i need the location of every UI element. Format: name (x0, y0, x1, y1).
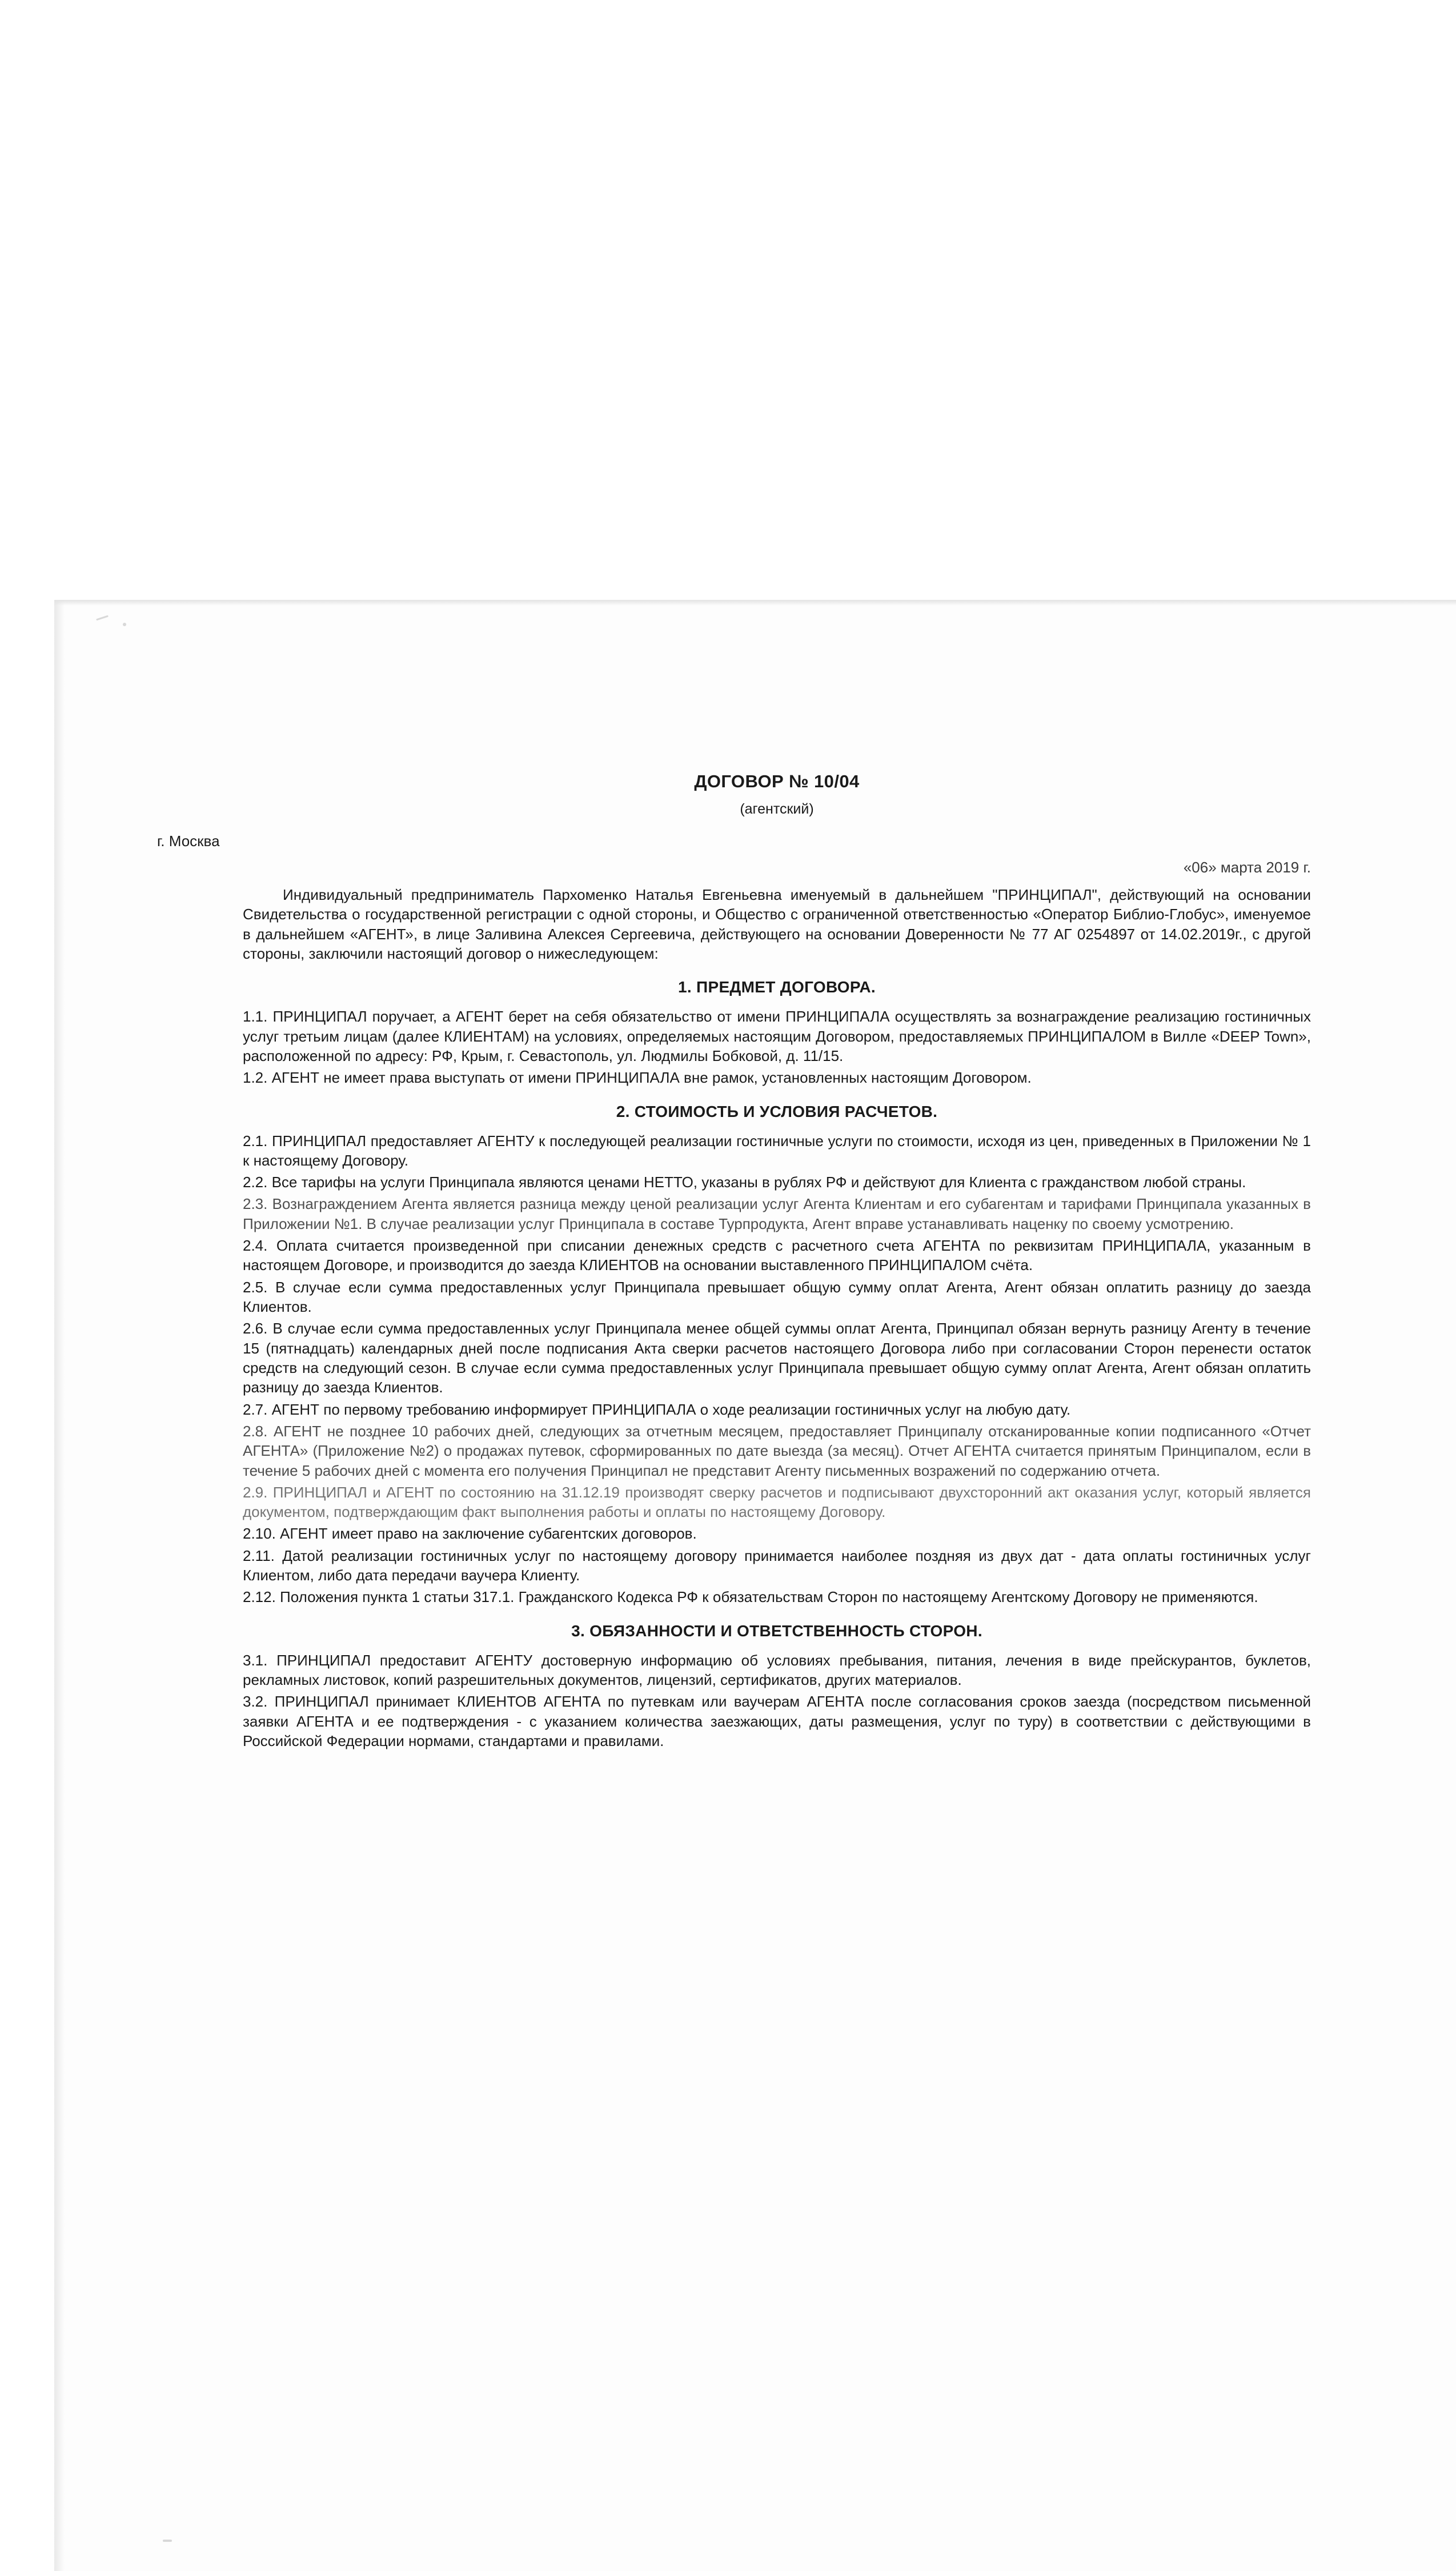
scan-speck (123, 623, 126, 626)
clause-2-5: 2.5. В случае если сумма предоставленных услуг Принципала превышает общую сумму оплат Агента, Агент обязан оплатить разницу до заезда Клиентов. (243, 1278, 1311, 1315)
clause-3-1: 3.1. ПРИНЦИПАЛ предоставит АГЕНТУ достоверную информацию об условиях пребывания, питания, лечения в виде прейскурантов, буклетов, рекламных листовок, копий разрешительных документов, лицензий, сертификатов, других материалов. (243, 1651, 1311, 1688)
scan-speck (163, 2540, 172, 2542)
scanned-document-page (54, 600, 1456, 2571)
clause-1-1: 1.1. ПРИНЦИПАЛ поручает, а АГЕНТ берет на себя обязательство от имени ПРИНЦИПАЛА осуществлять за вознаграждение реализацию гостиничных услуг третьим лицам (далее КЛИЕНТАМ) на условиях, определяемых настоящим Договором, предоставляемых ПРИНЦИПАЛОМ в Вилле «DEEP Town», расположенной по адресу: РФ, Крым, г. Севастополь, ул. Людмилы Бобковой, д. 11/15. (243, 1008, 1311, 1064)
clause-2-3: 2.3. Вознаграждением Агента является разница между ценой реализации услуг Агента Клиентам и его субагентам и тарифами Принципала указанных в Приложении №1. В случае реализации услуг Принципала в составе Турпродукта, Агент вправе устанавливать наценку по своему усмотрению. (243, 1195, 1311, 1232)
clause-2-1: 2.1. ПРИНЦИПАЛ предоставляет АГЕНТУ к последующей реализации гостиничные услуги по стоимости, исходя из цен, приведенных в Приложении № 1 к настоящему Договору. (243, 1132, 1311, 1169)
clause-2-11: 2.11. Датой реализации гостиничных услуг по настоящему договору принимается наиболее поздняя из двух дат - дата оплаты гостиничных услуг Клиентом, либо дата передачи ваучера Клиенту. (243, 1547, 1311, 1584)
document-title: ДОГОВОР № 10/04 (694, 771, 860, 791)
section-heading-1: 1. ПРЕДМЕТ ДОГОВОРА. (678, 978, 876, 996)
clause-2-10: 2.10. АГЕНТ имеет право на заключение субагентских договоров. (243, 1525, 697, 1543)
clause-3-2: 3.2. ПРИНЦИПАЛ принимает КЛИЕНТОВ АГЕНТА по путевкам или ваучерам АГЕНТА после согласования сроков заезда (посредством письменной заявки АГЕНТА и ее подтверждения - с указанием количества заезжающих, даты размещения, услуг по туру) в соответствии с действующими в Российской Федерации нормами, стандартами и правилами. (243, 1693, 1311, 1749)
scan-speck (96, 615, 109, 621)
clause-2-8: 2.8. АГЕНТ не позднее 10 рабочих дней, следующих за отчетным месяцем, предоставляет Принципалу отсканированные копии подписанного «Отчет АГЕНТА» (Приложение №2) о продажах путевок, сформированных по дате выезда (за месяц). Отчет АГЕНТА считается принятым Принципалом, если в течение 5 рабочих дней с момента его получения Принципал не представит Агенту письменных возражений по содержанию отчета. (243, 1422, 1311, 1479)
clause-2-2: 2.2. Все тарифы на услуги Принципала являются ценами НЕТТО, указаны в рублях РФ и действуют для Клиента с гражданством любой страны. (243, 1174, 1246, 1191)
clause-2-12: 2.12. Положения пункта 1 статьи 317.1. Гражданского Кодекса РФ к обязательствам Сторон по настоящему Агентскому Договору не применяются. (243, 1588, 1258, 1606)
preamble-paragraph: Индивидуальный предприниматель Пархоменко Наталья Евгеньевна именуемый в дальнейшем "ПРИНЦИПАЛ", действующий на основании Свидетельства о государственной регистрации с одной стороны, и Общество с ограниченной ответственностью «Оператор Библио-Глобус», именуемое в дальнейшем «АГЕНТ», в лице Заливина Алексея Сергеевича, действующего на основании Доверенности № 77 АГ 0254897 от 14.02.2019г., с другой стороны, заключили настоящий договор о нижеследующем: (243, 886, 1311, 962)
section-heading-3: 3. ОБЯЗАННОСТИ И ОТВЕТСТВЕННОСТЬ СТОРОН. (571, 1621, 982, 1640)
document-body (157, 771, 1311, 1753)
date-label: «06» марта 2019 г. (1183, 859, 1311, 876)
clause-2-7: 2.7. АГЕНТ по первому требованию информирует ПРИНЦИПАЛА о ходе реализации гостиничных услуг на любую дату. (243, 1400, 1071, 1418)
clause-2-4: 2.4. Оплата считается произведенной при списании денежных средств с расчетного счета АГЕНТА по реквизитам ПРИНЦИПАЛА, указанным в настоящем Договоре, и производится до заезда КЛИЕНТОВ на основании выставленного ПРИНЦИПАЛОМ счёта. (243, 1237, 1311, 1274)
document-subtitle: (агентский) (740, 801, 814, 817)
clause-2-6: 2.6. В случае если сумма предоставленных услуг Принципала менее общей суммы оплат Агента, Принципал обязан вернуть разницу Агенту в течение 15 (пятнадцать) календарных дней после подписания Акта сверки расчетов настоящего Договора либо при согласовании Сторон перенести остаток средств на следующий сезон. В случае если сумма предоставленных услуг Принципала превышает общую сумму оплат Агента, Агент обязан оплатить разницу до заезда Клиентов. (243, 1320, 1311, 1396)
section-heading-2: 2. СТОИМОСТЬ И УСЛОВИЯ РАСЧЕТОВ. (616, 1102, 938, 1120)
place-and-date (157, 832, 1311, 884)
city-label: г. Москва (157, 832, 220, 850)
clause-1-2: 1.2. АГЕНТ не имеет права выступать от имени ПРИНЦИПАЛА вне рамок, установленных настоящим Договором. (243, 1069, 1032, 1087)
clause-2-9: 2.9. ПРИНЦИПАЛ и АГЕНТ по состоянию на 31.12.19 производят сверку расчетов и подписывают двухсторонний акт оказания услуг, который является документом, подтверждающим факт выполнения работы и оплаты по настоящему Договору. (243, 1483, 1311, 1521)
